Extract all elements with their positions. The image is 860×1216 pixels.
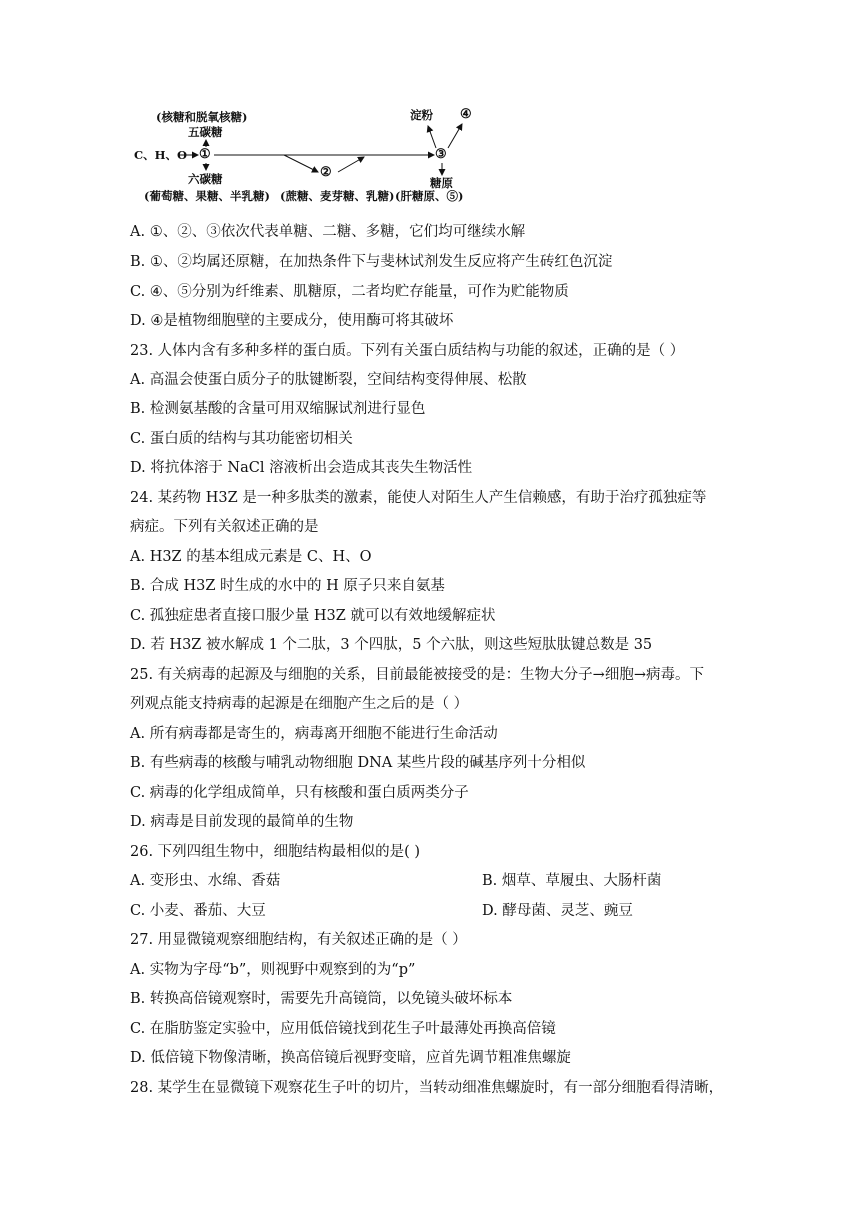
q22-option-c: C. ④、⑤分别为纤维素、肌糖原，二者均贮存能量，可作为贮能物质 <box>130 284 569 300</box>
q27-option-a: A. 实物为字母“b”，则视野中观察到的为“p” <box>130 962 416 978</box>
ribose-label: (核糖和脱氧核糖) <box>156 110 248 124</box>
q24-stem-line2: 病症。下列有关叙述正确的是 <box>130 519 319 535</box>
q23-option-a: A. 高温会使蛋白质分子的肽键断裂，空间结构变得伸展、松散 <box>130 372 527 388</box>
q25-option-c: C. 病毒的化学组成简单，只有核酸和蛋白质两类分子 <box>130 785 469 801</box>
glycogen-label: 糖原 <box>430 176 453 190</box>
q26-option-d: D. 酵母菌、灵芝、豌豆 <box>482 903 633 919</box>
q24-option-b: B. 合成 H3Z 时生成的水中的 H 原子只来自氨基 <box>130 578 445 594</box>
q22-option-a: A. ①、②、③依次代表单糖、二糖、多糖，它们均可继续水解 <box>130 224 526 240</box>
hexose-list-label: (葡萄糖、果糖、半乳糖) <box>144 189 270 203</box>
q24-option-c: C. 孤独症患者直接口服少量 H3Z 就可以有效地缓解症状 <box>130 608 496 624</box>
q24-stem-line1: 24. 某药物 H3Z 是一种多肽类的激素，能使人对陌生人产生信赖感，有助于治疗孤独症等 <box>130 490 707 506</box>
glycogen-list-label: (肝糖原、⑤) <box>395 189 464 203</box>
pentose-label: 五碳糖 <box>188 125 223 139</box>
q23-option-c: C. 蛋白质的结构与其功能密切相关 <box>130 431 353 447</box>
node-3: ③ <box>435 147 447 162</box>
q26-stem: 26. 下列四组生物中，细胞结构最相似的是( ) <box>130 844 421 860</box>
disaccharide-list-label: (蔗糖、麦芽糖、乳糖) <box>280 189 395 203</box>
q25-stem-line1: 25. 有关病毒的起源及与细胞的关系，目前最能被接受的是：生物大分子→细胞→病毒。下 <box>130 667 704 683</box>
q23-option-b: B. 检测氨基酸的含量可用双缩脲试剂进行显色 <box>130 401 426 417</box>
q27-option-b: B. 转换高倍镜观察时，需要先升高镜筒，以免镜头破坏标本 <box>130 991 513 1007</box>
node-4: ④ <box>460 107 472 122</box>
q28-stem-line1: 28. 某学生在显微镜下观察花生子叶的切片，当转动细准焦螺旋时，有一部分细胞看得清晰， <box>130 1080 724 1096</box>
node-2: ② <box>320 165 332 180</box>
q25-option-b: B. 有些病毒的核酸与哺乳动物细胞 DNA 某些片段的碱基序列十分相似 <box>130 755 586 771</box>
hexose-label: 六碳糖 <box>188 172 223 186</box>
q22-option-d: D. ④是植物细胞壁的主要成分，使用酶可将其破坏 <box>130 313 454 329</box>
q24-option-d: D. 若 H3Z 被水解成 1 个二肽，3 个四肽，5 个六肽，则这些短肽肽键总数是 35 <box>130 637 653 653</box>
q23-option-d: D. 将抗体溶于 NaCl 溶液析出会造成其丧失生物活性 <box>130 460 473 476</box>
starch-label: 淀粉 <box>410 108 433 122</box>
q26-option-a: A. 变形虫、水绵、香菇 <box>130 873 281 889</box>
sugar-classification-diagram <box>130 100 490 210</box>
q22-option-b: B. ①、②均属还原糖，在加热条件下与斐林试剂发生反应将产生砖红色沉淀 <box>130 254 613 270</box>
q25-stem-line2: 列观点能支持病毒的起源是在细胞产生之后的是（ ） <box>130 696 469 712</box>
cho-label: C、H、O <box>134 148 188 162</box>
node-1: ① <box>199 147 211 162</box>
q27-option-c: C. 在脂肪鉴定实验中，应用低倍镜找到花生子叶最薄处再换高倍镜 <box>130 1021 556 1037</box>
q24-option-a: A. H3Z 的基本组成元素是 C、H、O <box>130 549 372 565</box>
q25-option-d: D. 病毒是目前发现的最简单的生物 <box>130 814 354 830</box>
q25-option-a: A. 所有病毒都是寄生的，病毒离开细胞不能进行生命活动 <box>130 726 498 742</box>
q27-option-d: D. 低倍镜下物像清晰，换高倍镜后视野变暗，应首先调节粗准焦螺旋 <box>130 1050 571 1066</box>
q27-stem: 27. 用显微镜观察细胞结构，有关叙述正确的是（ ） <box>130 932 467 948</box>
q26-option-b: B. 烟草、草履虫、大肠杆菌 <box>482 873 662 889</box>
q26-option-c: C. 小麦、番茄、大豆 <box>130 903 266 919</box>
q23-stem: 23. 人体内含有多种多样的蛋白质。下列有关蛋白质结构与功能的叙述，正确的是（ ） <box>130 343 685 359</box>
